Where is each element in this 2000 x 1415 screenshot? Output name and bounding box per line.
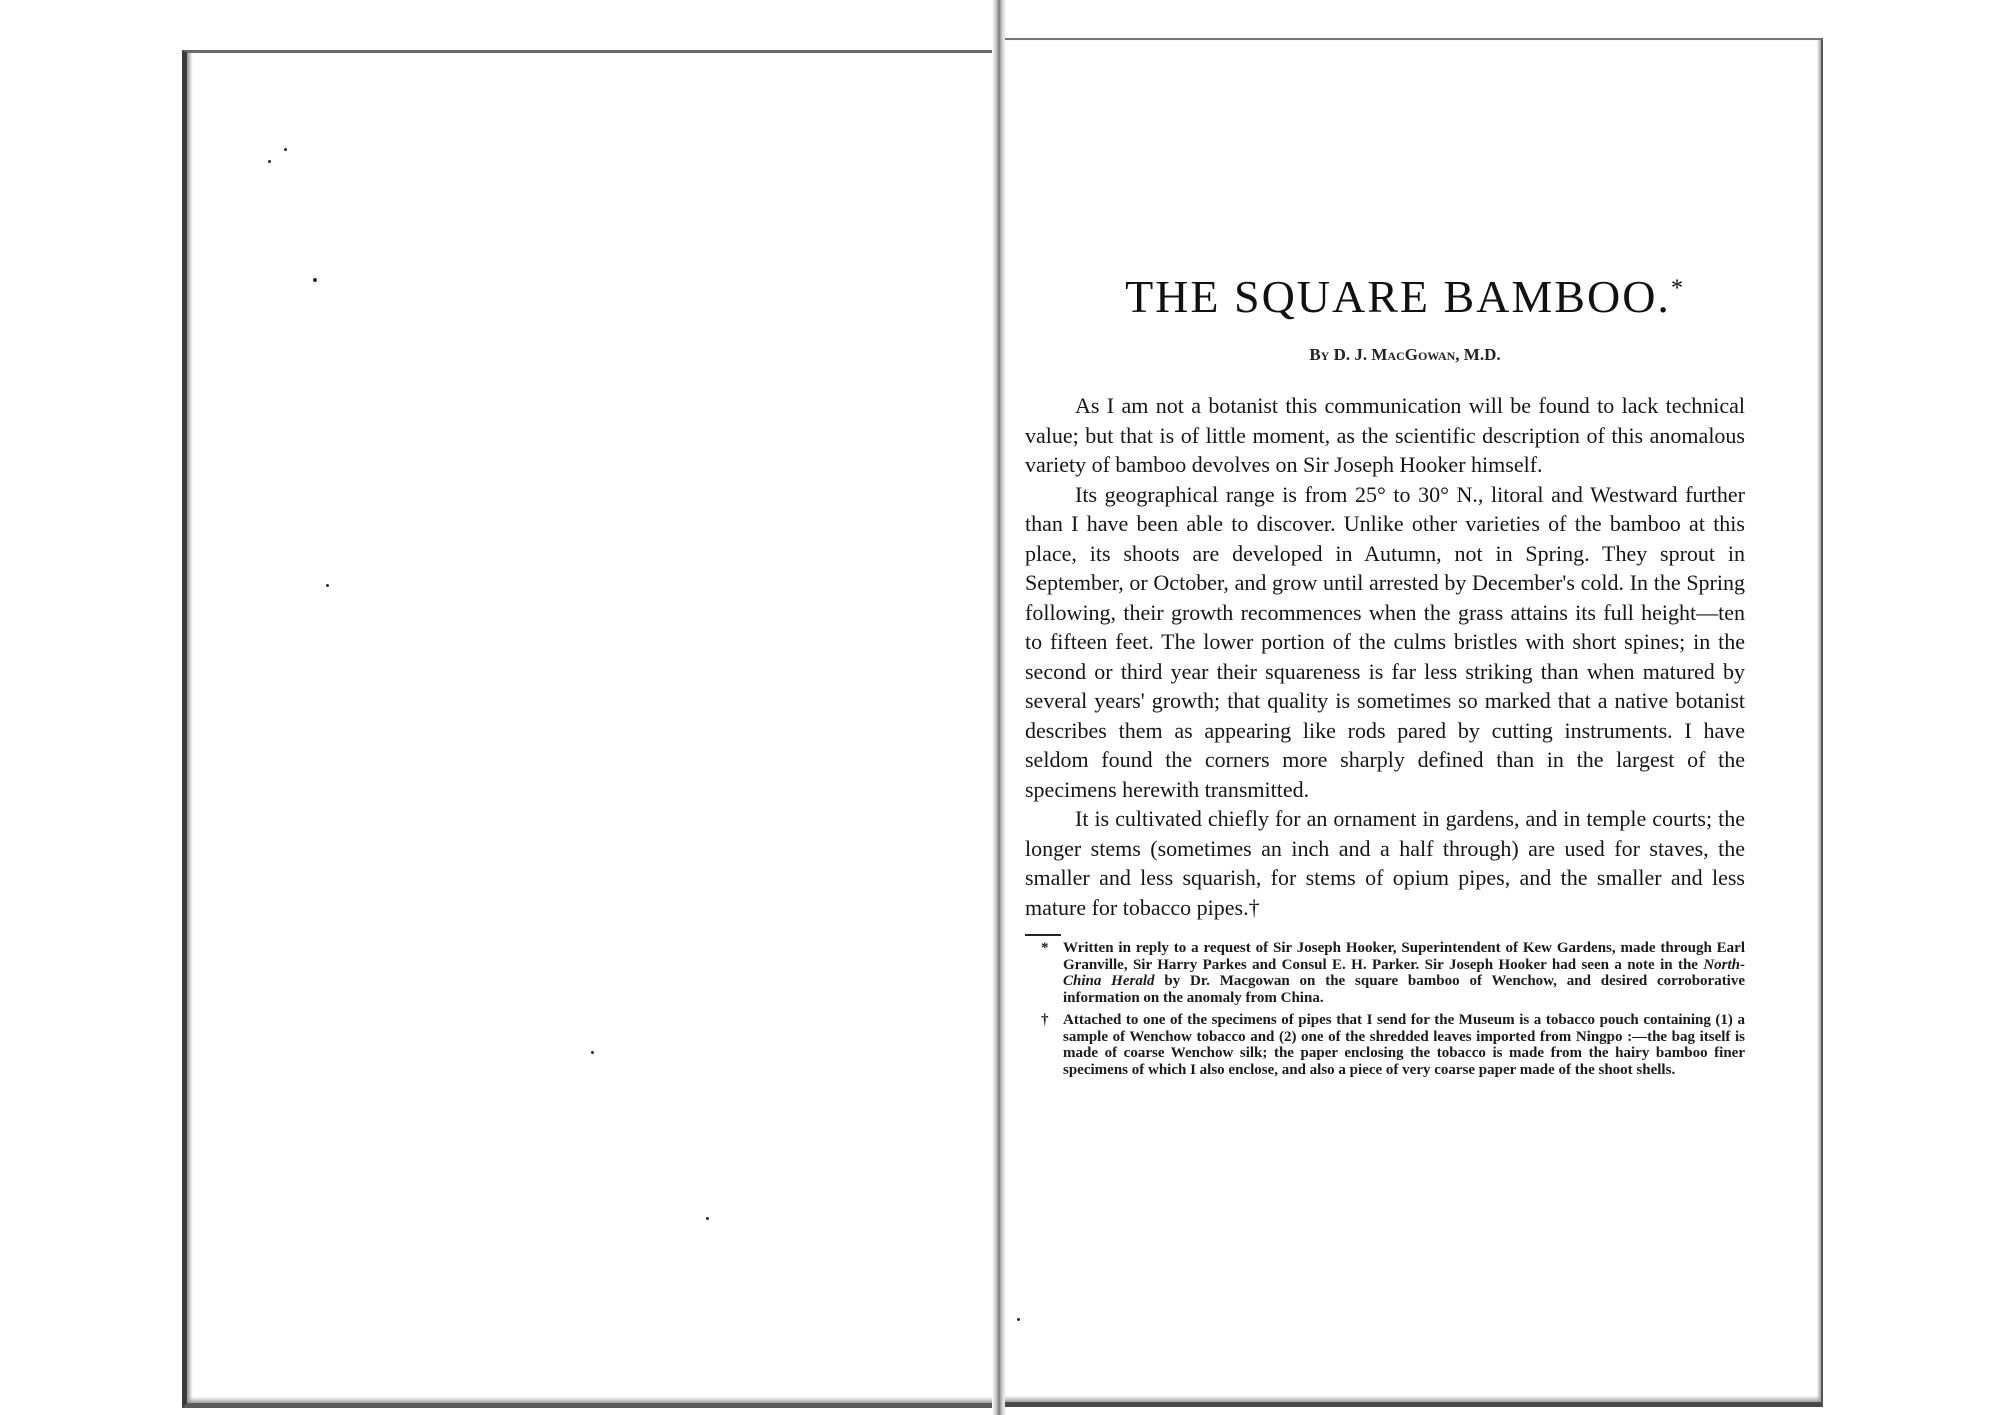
footnote-mark: * [1041,940,1049,956]
paragraph: Its geographical range is from 25° to 30° N., litoral and Westward further than I have been able to discover. Unlike other varieties of the bamboo at this place, its shoots are developed in Autumn, not in Spring. They sprout in September, or October, and grow until arrested by December's cold. In the Spring following, their growth recommences when the grass attains its full height—ten to fifteen feet. The lower portion of the culms bristles with short spines; in the second or third year their squareness is far less striking than when matured by several years' growth; that quality is sometimes so marked that a native botanist describes them as appearing like rods pared by cutting instruments. I have seldom found the corners more sharply defined than in the largest of the specimens herewith transmitted. [1025,481,1745,802]
footnote-text: Attached to one of the specimens of pipes that I send for the Museum is a tobacco pouch containing (1) a sample of Wenchow tobacco and (2) one of the shredded leaves imported from Ningpo :—the bag itself is made of coarse Wenchow silk; the paper enclosing the tobacco is made from the hairy bamboo finer specimens of which I also enclose, and also a piece of very coarse paper made of the shoot shells. [1063,1012,1745,1078]
footnote [1025,1012,1745,1078]
scan-speck [706,1217,709,1220]
scan-speck [268,160,271,163]
article-title [1065,270,1745,323]
title-footnote-mark: * [1670,275,1685,302]
scan-speck [284,148,287,151]
footnote-mark: † [1041,1012,1049,1028]
article [1025,270,1745,1084]
footnote-rule [1025,934,1061,936]
blank-left-page [182,50,999,1408]
title-text: THE SQUARE BAMBOO. [1125,271,1671,322]
article-byline: By D. J. MacGowan, M.D. [1309,345,1501,364]
scan-speck [1017,1318,1020,1321]
footnote-text: by Dr. Macgowan on the square bamboo of Wenchow, and desired corroborative information on the anomaly from China. [1063,973,1746,1006]
scan-speck [326,584,329,587]
footnotes [1025,934,1745,1078]
scan-speck [591,1051,594,1054]
scan-speck [313,278,317,282]
paragraph: It is cultivated chiefly for an ornament in gardens, and in temple courts; the longer stems (sometimes an inch and a half through) are used for staves, the smaller and less squarish, for stems of opium pipes, and the smaller and less mature for tobacco pipes.† [1025,806,1745,920]
paragraph: As I am not a botanist this communication will be found to lack technical value; but that is of little moment, as the scientific description of this anomalous variety of bamboo devolves on Sir Joseph Hooker himself. [1025,393,1745,477]
book-gutter [992,0,1006,1415]
footnote-italic: North-China Herald [1063,956,1745,989]
footnote-text: Written in reply to a request of Sir Joseph Hooker, Superintendent of Kew Gardens, made through Earl Granville, Sir Harry Parkes and Consul E. H. Parker. Sir Joseph Hooker had seen a note in the [1063,940,1745,973]
article-body [1025,391,1745,922]
footnote [1025,940,1745,1006]
